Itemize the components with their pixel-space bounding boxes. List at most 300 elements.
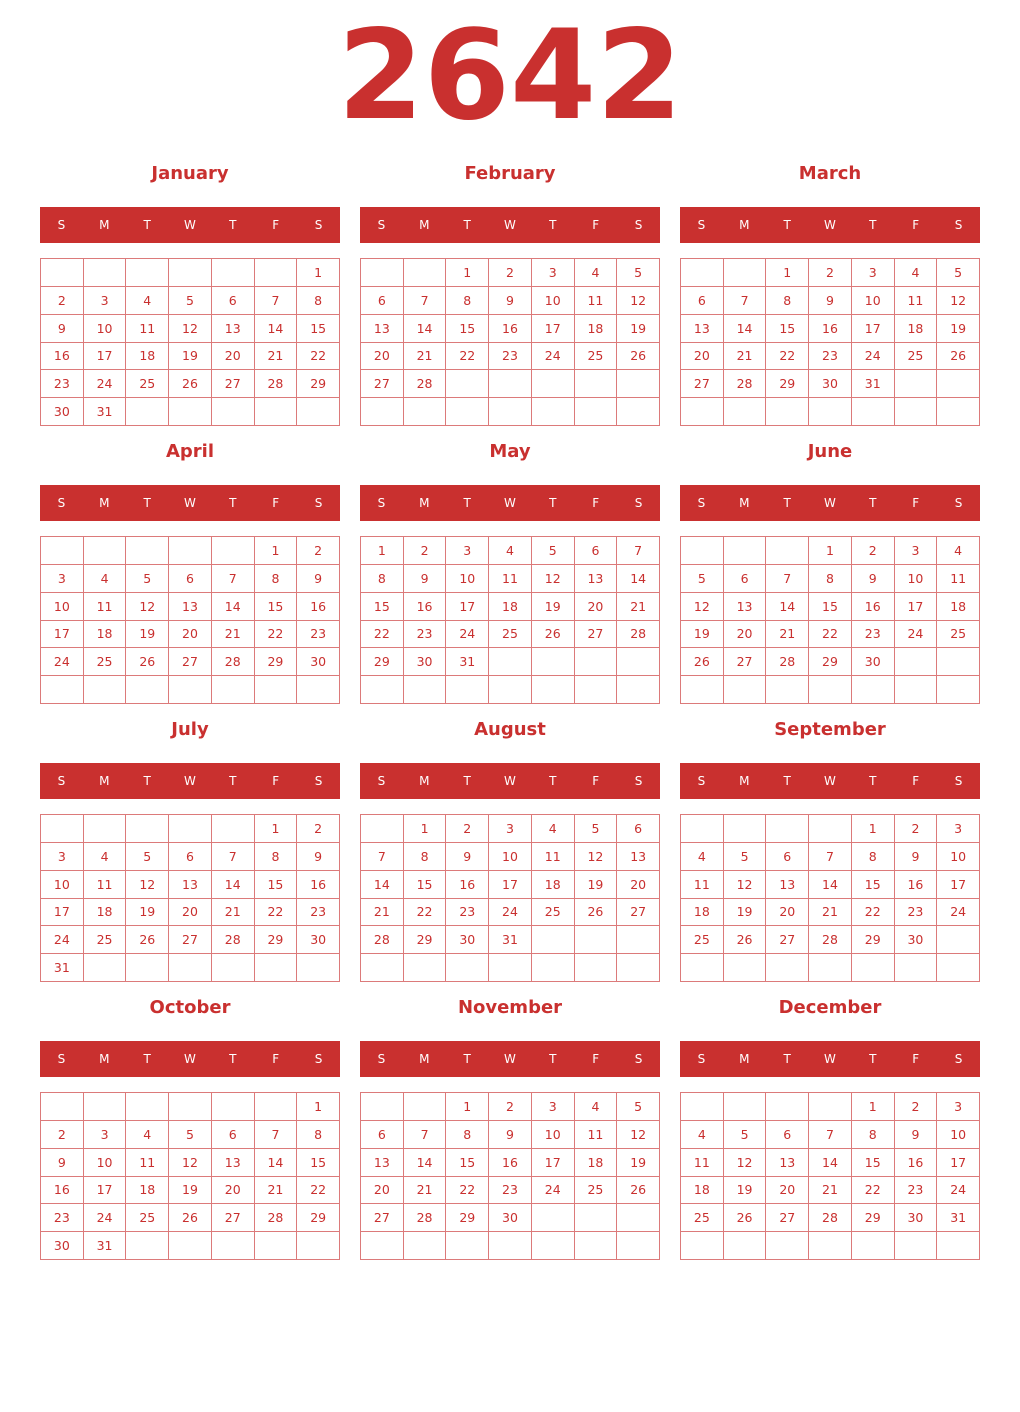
day-cell: 17 xyxy=(84,343,127,371)
day-cell: 4 xyxy=(489,537,532,565)
weekday-label: S xyxy=(954,774,963,788)
day-cell: 21 xyxy=(404,1177,447,1205)
empty-cell xyxy=(575,954,618,982)
empty-cell xyxy=(809,815,852,843)
day-cell: 10 xyxy=(446,565,489,593)
weekday-label: S xyxy=(314,1052,323,1066)
day-cell: 27 xyxy=(212,370,255,398)
weekday-label: F xyxy=(912,496,920,510)
day-cell: 25 xyxy=(489,621,532,649)
day-cell: 20 xyxy=(169,899,212,927)
day-cell: 25 xyxy=(681,1204,724,1232)
day-cell: 5 xyxy=(617,1093,660,1121)
day-cell: 14 xyxy=(724,315,767,343)
day-cell: 5 xyxy=(126,565,169,593)
day-cell: 26 xyxy=(724,926,767,954)
day-cell: 4 xyxy=(126,1121,169,1149)
empty-cell xyxy=(766,1232,809,1260)
day-cell: 18 xyxy=(489,593,532,621)
weekday-label: W xyxy=(824,218,836,232)
day-cell: 2 xyxy=(41,1121,84,1149)
weekday-label: T xyxy=(549,1052,557,1066)
month-name: July xyxy=(171,719,209,740)
day-cell: 10 xyxy=(532,1121,575,1149)
weekday-header xyxy=(680,1041,980,1077)
weekday-label: F xyxy=(272,1052,280,1066)
weekday-label: M xyxy=(739,496,750,510)
day-cell: 16 xyxy=(489,315,532,343)
day-cell: 19 xyxy=(126,621,169,649)
day-cell: 8 xyxy=(446,1121,489,1149)
weekday-label: M xyxy=(419,218,430,232)
day-cell: 9 xyxy=(489,287,532,315)
day-cell: 18 xyxy=(937,593,980,621)
day-cell: 13 xyxy=(617,843,660,871)
day-cell: 8 xyxy=(297,287,340,315)
empty-cell xyxy=(41,676,84,704)
empty-cell xyxy=(766,676,809,704)
weekday-label: F xyxy=(912,1052,920,1066)
day-cell: 28 xyxy=(255,1204,298,1232)
day-cell: 15 xyxy=(297,315,340,343)
empty-cell xyxy=(169,815,212,843)
day-cell: 22 xyxy=(446,1177,489,1205)
day-cell: 26 xyxy=(575,899,618,927)
day-cell: 4 xyxy=(681,1121,724,1149)
empty-cell xyxy=(212,1232,255,1260)
day-cell: 23 xyxy=(297,899,340,927)
day-cell: 29 xyxy=(361,648,404,676)
empty-cell xyxy=(84,259,127,287)
empty-cell xyxy=(532,954,575,982)
day-cell: 14 xyxy=(809,871,852,899)
weekday-label: S xyxy=(377,496,386,510)
day-cell: 21 xyxy=(766,621,809,649)
empty-cell xyxy=(895,676,938,704)
day-cell: 6 xyxy=(361,287,404,315)
day-cell: 25 xyxy=(126,1204,169,1232)
empty-cell xyxy=(724,259,767,287)
day-cell: 1 xyxy=(446,1093,489,1121)
empty-cell xyxy=(255,1232,298,1260)
day-cell: 19 xyxy=(681,621,724,649)
day-cell: 22 xyxy=(766,343,809,371)
day-cell: 3 xyxy=(84,1121,127,1149)
day-cell: 12 xyxy=(126,593,169,621)
day-cell: 8 xyxy=(852,1121,895,1149)
empty-cell xyxy=(681,259,724,287)
day-cell: 27 xyxy=(724,648,767,676)
empty-cell xyxy=(404,954,447,982)
weekday-label: M xyxy=(419,496,430,510)
empty-cell xyxy=(169,259,212,287)
month-april xyxy=(40,438,340,708)
weekday-label: F xyxy=(272,496,280,510)
day-cell: 8 xyxy=(255,565,298,593)
empty-cell xyxy=(361,1093,404,1121)
empty-cell xyxy=(169,676,212,704)
day-cell: 3 xyxy=(41,565,84,593)
day-cell: 17 xyxy=(489,871,532,899)
day-cell: 16 xyxy=(297,871,340,899)
day-cell: 23 xyxy=(895,899,938,927)
empty-cell xyxy=(724,1093,767,1121)
day-cell: 7 xyxy=(404,287,447,315)
empty-cell xyxy=(895,370,938,398)
day-grid xyxy=(680,536,980,704)
day-cell: 25 xyxy=(126,370,169,398)
day-cell: 31 xyxy=(852,370,895,398)
day-cell: 3 xyxy=(852,259,895,287)
empty-cell xyxy=(126,537,169,565)
day-cell: 30 xyxy=(297,926,340,954)
weekday-label: T xyxy=(463,496,471,510)
day-cell: 5 xyxy=(937,259,980,287)
empty-cell xyxy=(255,1093,298,1121)
month-july xyxy=(40,716,340,986)
day-cell: 3 xyxy=(532,259,575,287)
empty-cell xyxy=(937,676,980,704)
empty-cell xyxy=(255,259,298,287)
day-cell: 2 xyxy=(895,815,938,843)
empty-cell xyxy=(212,676,255,704)
weekday-label: M xyxy=(99,774,110,788)
day-cell: 9 xyxy=(809,287,852,315)
day-cell: 20 xyxy=(361,343,404,371)
day-cell: 11 xyxy=(126,315,169,343)
empty-cell xyxy=(212,954,255,982)
weekday-label: S xyxy=(314,218,323,232)
day-cell: 26 xyxy=(681,648,724,676)
day-cell: 1 xyxy=(404,815,447,843)
day-cell: 20 xyxy=(212,343,255,371)
day-cell: 6 xyxy=(361,1121,404,1149)
day-cell: 6 xyxy=(169,843,212,871)
empty-cell xyxy=(532,1204,575,1232)
day-cell: 6 xyxy=(681,287,724,315)
day-cell: 26 xyxy=(937,343,980,371)
day-cell: 29 xyxy=(446,1204,489,1232)
empty-cell xyxy=(532,648,575,676)
empty-cell xyxy=(126,676,169,704)
weekday-label: T xyxy=(869,1052,877,1066)
weekday-label: S xyxy=(634,774,643,788)
day-cell: 18 xyxy=(575,315,618,343)
day-cell: 12 xyxy=(532,565,575,593)
day-cell: 13 xyxy=(681,315,724,343)
month-may xyxy=(360,438,660,708)
day-cell: 28 xyxy=(361,926,404,954)
day-cell: 30 xyxy=(41,398,84,426)
day-cell: 10 xyxy=(937,1121,980,1149)
empty-cell xyxy=(169,398,212,426)
weekday-label: T xyxy=(549,218,557,232)
empty-cell xyxy=(575,648,618,676)
day-cell: 22 xyxy=(297,1177,340,1205)
day-cell: 1 xyxy=(766,259,809,287)
weekday-label: F xyxy=(592,774,600,788)
day-cell: 22 xyxy=(255,621,298,649)
empty-cell xyxy=(766,815,809,843)
day-cell: 21 xyxy=(255,343,298,371)
day-cell: 15 xyxy=(852,871,895,899)
day-cell: 28 xyxy=(404,1204,447,1232)
empty-cell xyxy=(575,398,618,426)
day-cell: 30 xyxy=(895,1204,938,1232)
empty-cell xyxy=(126,1232,169,1260)
month-name: February xyxy=(464,163,556,184)
day-cell: 7 xyxy=(809,1121,852,1149)
day-cell: 3 xyxy=(937,1093,980,1121)
day-cell: 6 xyxy=(766,1121,809,1149)
day-cell: 18 xyxy=(532,871,575,899)
empty-cell xyxy=(617,676,660,704)
weekday-label: M xyxy=(739,1052,750,1066)
empty-cell xyxy=(724,537,767,565)
month-name: April xyxy=(165,441,215,462)
weekday-header xyxy=(680,207,980,243)
day-cell: 14 xyxy=(617,565,660,593)
day-cell: 12 xyxy=(681,593,724,621)
month-name: May xyxy=(489,441,531,462)
day-cell: 22 xyxy=(852,899,895,927)
weekday-label: T xyxy=(143,218,151,232)
day-cell: 6 xyxy=(617,815,660,843)
day-cell: 14 xyxy=(404,1149,447,1177)
day-cell: 4 xyxy=(532,815,575,843)
day-cell: 14 xyxy=(212,593,255,621)
empty-cell xyxy=(212,815,255,843)
day-cell: 9 xyxy=(489,1121,532,1149)
empty-cell xyxy=(724,676,767,704)
weekday-label: S xyxy=(697,774,706,788)
empty-cell xyxy=(489,648,532,676)
day-cell: 3 xyxy=(446,537,489,565)
day-cell: 3 xyxy=(41,843,84,871)
empty-cell xyxy=(575,370,618,398)
day-cell: 21 xyxy=(361,899,404,927)
empty-cell xyxy=(852,1232,895,1260)
day-cell: 19 xyxy=(169,343,212,371)
empty-cell xyxy=(895,1232,938,1260)
empty-cell xyxy=(766,1093,809,1121)
day-cell: 13 xyxy=(724,593,767,621)
day-cell: 11 xyxy=(575,287,618,315)
day-cell: 5 xyxy=(575,815,618,843)
weekday-label: S xyxy=(634,218,643,232)
month-june xyxy=(680,438,980,708)
day-cell: 27 xyxy=(766,926,809,954)
day-cell: 19 xyxy=(169,1177,212,1205)
empty-cell xyxy=(532,370,575,398)
day-cell: 30 xyxy=(41,1232,84,1260)
day-cell: 23 xyxy=(41,370,84,398)
day-cell: 28 xyxy=(617,621,660,649)
weekday-label: S xyxy=(57,218,66,232)
weekday-label: T xyxy=(143,774,151,788)
day-cell: 16 xyxy=(41,1177,84,1205)
day-cell: 31 xyxy=(84,1232,127,1260)
weekday-label: T xyxy=(549,496,557,510)
day-grid xyxy=(680,814,980,982)
day-cell: 21 xyxy=(724,343,767,371)
empty-cell xyxy=(126,259,169,287)
weekday-header xyxy=(680,763,980,799)
day-cell: 17 xyxy=(532,1149,575,1177)
empty-cell xyxy=(809,1232,852,1260)
day-cell: 11 xyxy=(532,843,575,871)
empty-cell xyxy=(297,1232,340,1260)
day-cell: 4 xyxy=(575,259,618,287)
day-cell: 31 xyxy=(446,648,489,676)
empty-cell xyxy=(575,1232,618,1260)
day-cell: 9 xyxy=(41,1149,84,1177)
day-cell: 15 xyxy=(852,1149,895,1177)
day-cell: 13 xyxy=(575,565,618,593)
day-cell: 27 xyxy=(766,1204,809,1232)
day-cell: 15 xyxy=(361,593,404,621)
weekday-label: T xyxy=(549,774,557,788)
empty-cell xyxy=(212,398,255,426)
day-cell: 6 xyxy=(575,537,618,565)
weekday-label: M xyxy=(739,218,750,232)
day-cell: 20 xyxy=(575,593,618,621)
day-cell: 4 xyxy=(895,259,938,287)
day-cell: 26 xyxy=(532,621,575,649)
day-cell: 5 xyxy=(169,287,212,315)
day-cell: 2 xyxy=(297,537,340,565)
day-cell: 1 xyxy=(255,537,298,565)
empty-cell xyxy=(724,398,767,426)
day-cell: 18 xyxy=(681,899,724,927)
day-cell: 25 xyxy=(937,621,980,649)
month-name: September xyxy=(774,719,886,740)
empty-cell xyxy=(489,398,532,426)
day-cell: 10 xyxy=(532,287,575,315)
day-cell: 9 xyxy=(895,1121,938,1149)
day-cell: 14 xyxy=(361,871,404,899)
empty-cell xyxy=(169,1232,212,1260)
day-cell: 19 xyxy=(937,315,980,343)
day-cell: 8 xyxy=(852,843,895,871)
empty-cell xyxy=(489,370,532,398)
month-march xyxy=(680,160,980,430)
day-cell: 18 xyxy=(895,315,938,343)
day-cell: 7 xyxy=(212,565,255,593)
day-cell: 31 xyxy=(41,954,84,982)
empty-cell xyxy=(126,954,169,982)
empty-cell xyxy=(361,815,404,843)
empty-cell xyxy=(532,398,575,426)
day-cell: 27 xyxy=(361,370,404,398)
weekday-label: M xyxy=(99,1052,110,1066)
weekday-label: T xyxy=(229,774,237,788)
weekday-label: S xyxy=(314,496,323,510)
day-grid xyxy=(40,1092,340,1260)
empty-cell xyxy=(361,398,404,426)
weekday-label: W xyxy=(504,218,516,232)
weekday-label: T xyxy=(229,218,237,232)
weekday-label: T xyxy=(783,496,791,510)
weekday-label: W xyxy=(824,1052,836,1066)
empty-cell xyxy=(617,398,660,426)
month-name: January xyxy=(151,163,229,184)
day-cell: 7 xyxy=(766,565,809,593)
day-cell: 12 xyxy=(724,1149,767,1177)
empty-cell xyxy=(937,926,980,954)
day-cell: 22 xyxy=(446,343,489,371)
day-cell: 25 xyxy=(681,926,724,954)
day-cell: 10 xyxy=(852,287,895,315)
day-cell: 4 xyxy=(126,287,169,315)
day-cell: 27 xyxy=(575,621,618,649)
day-cell: 13 xyxy=(361,315,404,343)
day-cell: 24 xyxy=(532,1177,575,1205)
day-cell: 30 xyxy=(404,648,447,676)
empty-cell xyxy=(681,398,724,426)
day-cell: 31 xyxy=(937,1204,980,1232)
day-cell: 17 xyxy=(446,593,489,621)
weekday-label: F xyxy=(272,774,280,788)
day-cell: 10 xyxy=(489,843,532,871)
weekday-label: W xyxy=(184,1052,196,1066)
weekday-label: W xyxy=(504,496,516,510)
empty-cell xyxy=(169,537,212,565)
weekday-label: W xyxy=(504,774,516,788)
empty-cell xyxy=(617,648,660,676)
day-cell: 23 xyxy=(852,621,895,649)
empty-cell xyxy=(617,926,660,954)
weekday-label: T xyxy=(229,1052,237,1066)
day-cell: 8 xyxy=(297,1121,340,1149)
day-cell: 21 xyxy=(255,1177,298,1205)
weekday-label: S xyxy=(954,218,963,232)
day-cell: 1 xyxy=(852,815,895,843)
day-cell: 14 xyxy=(212,871,255,899)
day-cell: 14 xyxy=(255,315,298,343)
weekday-label: S xyxy=(57,774,66,788)
day-cell: 21 xyxy=(212,621,255,649)
day-cell: 19 xyxy=(617,315,660,343)
empty-cell xyxy=(681,676,724,704)
day-cell: 8 xyxy=(809,565,852,593)
day-cell: 28 xyxy=(255,370,298,398)
weekday-header xyxy=(360,485,660,521)
day-cell: 29 xyxy=(297,1204,340,1232)
empty-cell xyxy=(617,1232,660,1260)
weekday-label: T xyxy=(143,496,151,510)
day-cell: 22 xyxy=(852,1177,895,1205)
day-cell: 15 xyxy=(255,593,298,621)
day-cell: 17 xyxy=(937,871,980,899)
weekday-label: F xyxy=(272,218,280,232)
day-cell: 2 xyxy=(852,537,895,565)
day-cell: 7 xyxy=(212,843,255,871)
empty-cell xyxy=(937,648,980,676)
day-cell: 16 xyxy=(41,343,84,371)
day-cell: 6 xyxy=(212,1121,255,1149)
empty-cell xyxy=(724,815,767,843)
month-january xyxy=(40,160,340,430)
day-cell: 24 xyxy=(84,370,127,398)
month-august xyxy=(360,716,660,986)
empty-cell xyxy=(255,398,298,426)
day-grid xyxy=(360,536,660,704)
empty-cell xyxy=(809,398,852,426)
weekday-label: M xyxy=(419,774,430,788)
day-cell: 11 xyxy=(937,565,980,593)
empty-cell xyxy=(255,676,298,704)
